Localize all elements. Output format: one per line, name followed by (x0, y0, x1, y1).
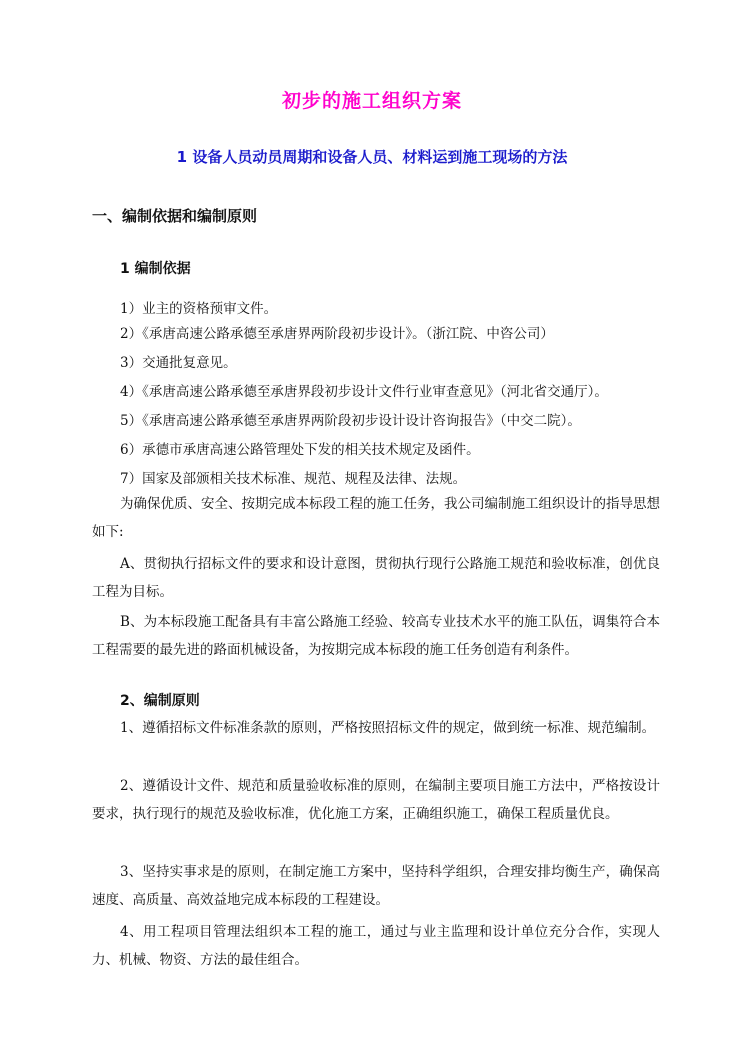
paragraph: 为确保优质、安全、按期完成本标段工程的施工任务，我公司编制施工组织设计的指导思想如下: (92, 496, 660, 540)
list-item: 6）承德市承唐高速公路管理处下发的相关技术规定及函件。 (120, 442, 480, 458)
list-item: 7）国家及部颁相关技术标准、规范、规程及法律、法规。 (120, 471, 467, 487)
list-item: 5）《承唐高速公路承德至承唐界两阶段初步设计设计咨询报告》（中交二院）。 (120, 413, 581, 429)
document-title: 初步的施工组织方案 (281, 90, 462, 112)
paragraph: A、贯彻执行招标文件的要求和设计意图，贯彻执行现行公路施工规范和验收标准，创优良工程为目标。 (92, 556, 660, 600)
document-subtitle: 1 设备人员动员周期和设备人员、材料运到施工现场的方法 (176, 148, 568, 166)
list-item: 1）业主的资格预审文件。 (120, 301, 278, 317)
list-item: 3）交通批复意见。 (120, 355, 237, 371)
paragraph: 3、坚持实事求是的原则，在制定施工方案中，坚持科学组织，合理安排均衡生产，确保高速度、高质量、高效益地完成本标段的工程建设。 (92, 864, 660, 908)
paragraph: 1、遵循招标文件标准条款的原则，严格按照招标文件的规定，做到统一标准、规范编制。 (120, 720, 656, 736)
subsection-heading-basis: 1 编制依据 (120, 261, 191, 277)
section-heading: 一、编制依据和编制原则 (92, 207, 258, 225)
paragraph: 4、用工程项目管理法组织本工程的施工，通过与业主监理和设计单位充分合作，实现人力、机械、物资、方法的最佳组合。 (92, 924, 660, 968)
paragraph: B、为本标段施工配备具有丰富公路施工经验、较高专业技术水平的施工队伍，调集符合本工程需要的最先进的路面机械设备，为按期完成本标段的施工任务创造有利条件。 (92, 614, 660, 658)
subsection-heading-principles: 2、编制原则 (120, 693, 200, 709)
list-item: 2）《承唐高速公路承德至承唐界两阶段初步设计》。（浙江院、中咨公司） (120, 326, 554, 342)
paragraph: 2、遵循设计文件、规范和质量验收标准的原则，在编制主要项目施工方法中，严格按设计要求，执行现行的规范及验收标准，优化施工方案，正确组织施工，确保工程质量优良。 (92, 778, 660, 822)
list-item: 4）《承唐高速公路承德至承唐界段初步设计文件行业审查意见》（河北省交通厅）。 (120, 384, 608, 400)
